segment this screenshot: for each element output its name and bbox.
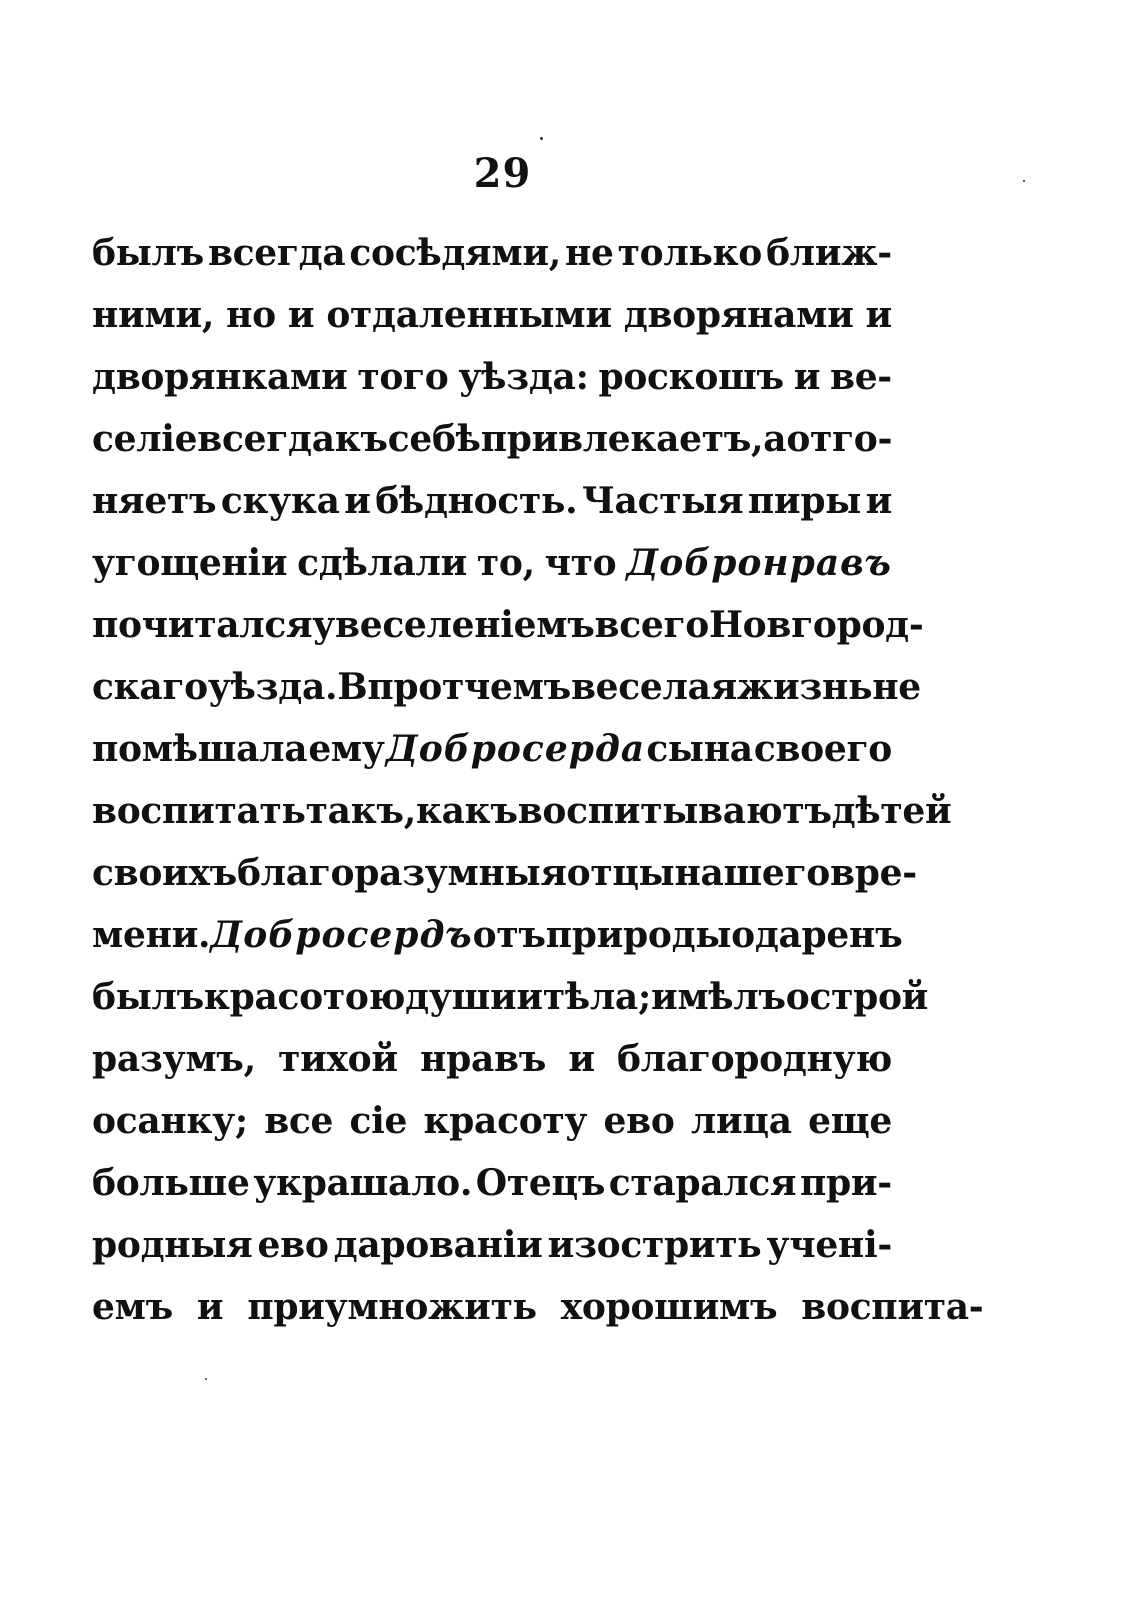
word: и	[793, 356, 821, 398]
word: сіе	[349, 1100, 408, 1142]
word: украшало.	[253, 1162, 473, 1204]
word: воспитываютъ	[517, 790, 832, 832]
word: не	[872, 666, 921, 708]
word: еще	[808, 1100, 892, 1142]
word: что	[544, 542, 617, 584]
word: былъ	[92, 232, 204, 274]
text-line	[92, 728, 892, 790]
word: отго-	[786, 418, 893, 460]
word: нашего	[674, 852, 831, 894]
word: и	[344, 480, 371, 522]
word: родныя	[92, 1224, 253, 1266]
word: ему	[308, 728, 385, 770]
word: и	[568, 1038, 595, 1080]
word: учені-	[766, 1224, 892, 1266]
word: только	[617, 232, 763, 274]
word: скука	[220, 480, 340, 522]
word: веселая	[570, 666, 737, 708]
word: дворянами	[623, 294, 854, 336]
word: благородную	[616, 1038, 892, 1080]
word: отцы	[566, 852, 675, 894]
word: дворянками	[92, 356, 348, 398]
word: какъ	[415, 790, 518, 832]
word: бѣдность.	[375, 480, 578, 522]
word: жизнь	[736, 666, 873, 708]
text-line	[92, 976, 929, 1038]
word: осанку;	[92, 1100, 248, 1142]
word: роскошъ	[598, 356, 784, 398]
word: отдаленными	[326, 294, 612, 336]
word: воспитать	[92, 790, 306, 832]
word: такъ,	[305, 790, 416, 832]
word: своего	[753, 728, 892, 770]
text-line	[92, 914, 903, 976]
word: селіе	[92, 418, 198, 460]
text-line	[92, 1162, 892, 1224]
text-line	[92, 604, 924, 666]
word: и	[865, 480, 892, 522]
word: то,	[476, 542, 535, 584]
word: сосѣдями,	[349, 232, 561, 274]
text-line	[92, 418, 892, 480]
word: Новгород-	[708, 604, 924, 646]
word: сына	[646, 728, 753, 770]
word: при-	[799, 1162, 892, 1204]
word: Частыя	[581, 480, 744, 522]
word: воспита-	[801, 1286, 984, 1328]
word: вре-	[830, 852, 917, 894]
text-line	[92, 294, 892, 356]
word: старался	[608, 1162, 797, 1204]
word: почитался	[92, 604, 313, 646]
word: а	[763, 418, 787, 460]
text-line	[92, 1100, 892, 1162]
word: помѣшала	[92, 728, 308, 770]
word: привлекаетъ,	[480, 418, 764, 460]
word: сдѣлали	[297, 542, 468, 584]
text-line	[92, 232, 892, 294]
word: одаренъ	[731, 914, 903, 956]
word: лица	[690, 1100, 792, 1142]
word: и	[865, 294, 892, 336]
word: красотою	[203, 976, 406, 1018]
word: тѣла;	[542, 976, 651, 1018]
word: себѣ	[387, 418, 481, 460]
word: мени.	[92, 914, 211, 956]
text-line	[92, 542, 892, 604]
word: природы	[545, 914, 732, 956]
word: но	[226, 294, 276, 336]
word: красоту	[423, 1100, 588, 1142]
word: уѣзда:	[458, 356, 589, 398]
text-line	[92, 852, 917, 914]
word: все	[264, 1100, 334, 1142]
italic-name: Добросердъ	[210, 914, 473, 956]
word: ближ-	[766, 232, 892, 274]
word: ве-	[829, 356, 892, 398]
text-line	[92, 1286, 984, 1348]
word: ними,	[92, 294, 215, 336]
print-speck	[205, 1378, 207, 1380]
word: больше	[92, 1162, 250, 1204]
word: былъ	[92, 976, 204, 1018]
italic-name: Добронравъ	[626, 542, 892, 584]
word: ево	[603, 1100, 675, 1142]
word: изострить	[547, 1224, 762, 1266]
word: приумножить	[247, 1286, 537, 1328]
word: пиры	[747, 480, 861, 522]
word: имѣлъ	[650, 976, 786, 1018]
word: и	[287, 294, 315, 336]
word: Отецъ	[475, 1162, 606, 1204]
word: Впротчемъ	[337, 666, 571, 708]
word: угощеніи	[92, 542, 288, 584]
word: уѣзда.	[207, 666, 338, 708]
word: нравъ	[420, 1038, 547, 1080]
word: емъ	[92, 1286, 173, 1328]
word: къ	[334, 418, 388, 460]
word: отъ	[472, 914, 546, 956]
word: и	[196, 1286, 224, 1328]
word: не	[564, 232, 614, 274]
word: хорошимъ	[560, 1286, 778, 1328]
body-text	[92, 232, 984, 1348]
word: и	[516, 976, 543, 1018]
word: всего	[594, 604, 709, 646]
text-line	[92, 1224, 892, 1286]
word: скаго	[92, 666, 208, 708]
page-number: 29	[473, 150, 532, 197]
word: души	[405, 976, 517, 1018]
word: того	[357, 356, 449, 398]
word: тихой	[278, 1038, 398, 1080]
text-line	[92, 790, 952, 852]
print-speck	[1023, 180, 1025, 182]
text-line	[92, 666, 921, 728]
text-line	[92, 480, 892, 542]
word: благоразумныя	[236, 852, 567, 894]
print-speck	[540, 137, 543, 140]
word: всегда	[197, 418, 335, 460]
italic-name: Добросерда	[385, 728, 646, 770]
text-line	[92, 356, 892, 418]
word: всегда	[207, 232, 346, 274]
word: дарованіи	[333, 1224, 543, 1266]
word: увеселеніемъ	[312, 604, 595, 646]
word: дѣтей	[831, 790, 952, 832]
word: острой	[785, 976, 929, 1018]
word: няетъ	[92, 480, 217, 522]
text-line	[92, 1038, 892, 1100]
word: разумъ,	[92, 1038, 256, 1080]
word: ево	[257, 1224, 329, 1266]
word: своихъ	[92, 852, 237, 894]
